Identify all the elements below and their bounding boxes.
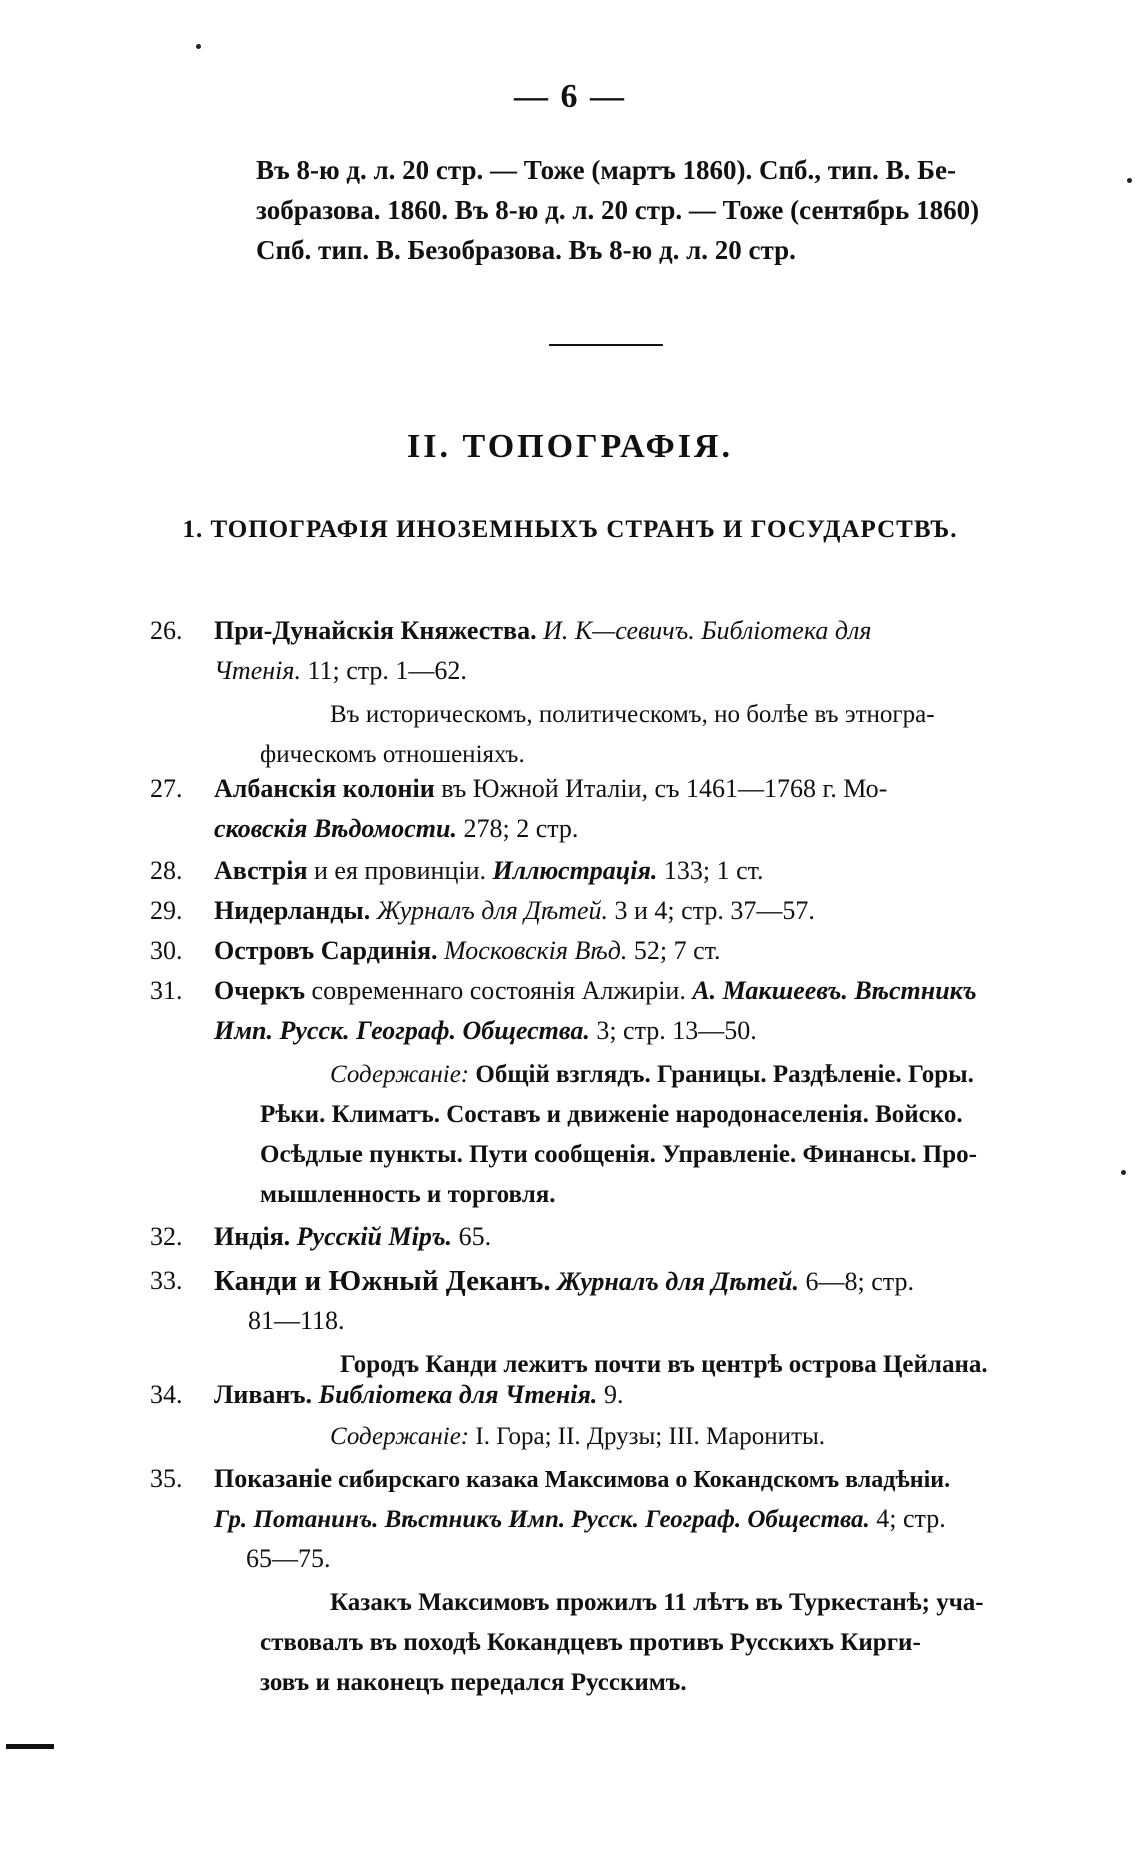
entry-ref: 4; стр.: [869, 1504, 946, 1533]
entry-ref: 52; 7 ст.: [627, 936, 721, 965]
entry-line: [214, 652, 467, 690]
entry-line: [214, 932, 721, 970]
entry-ref: 133; 1 ст.: [657, 856, 764, 885]
entry-line: 81—118.: [248, 1306, 345, 1335]
entry-line: [214, 1460, 950, 1499]
entry-line: [214, 612, 871, 650]
entry-note: зовъ и наконецъ передался Русскимъ.: [260, 1669, 687, 1696]
entry-ref: 9.: [597, 1380, 624, 1409]
entry-title: Австрія: [214, 856, 308, 885]
entry-title: Островъ Сардинія.: [214, 936, 438, 965]
entry-note: мышленность и торговля.: [260, 1181, 556, 1208]
entry-title: При-Дунайскія Княжества.: [214, 616, 537, 645]
separator-rule: [549, 344, 663, 346]
entry-number: 32.: [150, 1222, 183, 1251]
entry-line: [214, 1218, 491, 1256]
entry-line: [214, 1376, 623, 1414]
entry-line: [214, 892, 815, 930]
entry-ref: 6—8; стр.: [799, 1267, 914, 1296]
entry-source: Русскій Міръ.: [290, 1222, 453, 1251]
entry-note: Въ историческомъ, политическомъ, но болѣе въ этногра-: [330, 701, 935, 728]
entry-source: Имп. Русск. Географ. Общества.: [214, 1016, 590, 1045]
entry-number: 26.: [150, 616, 183, 645]
contents-label: Содержаніе:: [330, 1061, 470, 1088]
entry-title: Албанскія колоніи: [214, 774, 435, 803]
entry-number: 29.: [150, 896, 183, 925]
entry-note: Городъ Канди лежитъ почти въ центрѣ острова Цейлана.: [340, 1351, 988, 1378]
section-title: II. ТОПОГРАФІЯ.: [407, 428, 733, 465]
entry-title: Индія.: [214, 1222, 291, 1251]
entry-source: И. К—севичъ. Библіотека для: [536, 616, 872, 645]
entry-number: 33.: [150, 1266, 183, 1295]
entry-title: Ливанъ.: [214, 1380, 313, 1409]
entry-source: Гр. Потанинъ. Вѣстникъ Имп. Русск. Географ. Общества.: [214, 1506, 870, 1533]
entry-line: 65—75.: [246, 1544, 331, 1573]
entry-source: А. Макшеевъ. Вѣстникъ: [692, 976, 977, 1005]
contents-text: Общій взглядъ. Границы. Раздѣленіе. Горы.: [469, 1061, 974, 1088]
entry-line: [214, 770, 887, 808]
entry-note: Осѣдлые пункты. Пути сообщенія. Управленіе. Финансы. Про-: [260, 1141, 977, 1168]
entry-title: Нидерланды.: [214, 896, 371, 925]
contents-label: Содержаніе:: [330, 1423, 470, 1450]
entry-note: [330, 1056, 974, 1094]
contents-text: I. Гора; II. Друзы; III. Марониты.: [469, 1423, 826, 1450]
entry-number: 30.: [150, 936, 183, 965]
entry-source: Журналъ для Дѣтей.: [370, 896, 608, 925]
entry-text: и ея провинціи.: [307, 856, 493, 885]
entry-line: [214, 810, 578, 848]
entry-ref: 65.: [452, 1222, 492, 1251]
entry-number: 31.: [150, 976, 183, 1005]
continuation-text: [256, 150, 1076, 270]
entry-title: Канди и Южный Деканъ.: [214, 1265, 551, 1297]
entry-line: [214, 1012, 757, 1050]
page-number: — 6 —: [514, 78, 626, 115]
entry-note: ствовалъ въ походѣ Кокандцевъ противъ Русскихъ Кирги-: [260, 1629, 921, 1656]
text-line: Спб. тип. В. Безобразова. Въ 8-ю д. л. 20 стр.: [256, 235, 796, 265]
entry-note: фическомъ отношеніяхъ.: [260, 741, 525, 768]
entry-source: Иллюстрація.: [492, 856, 658, 885]
entry-text: въ Южной Италіи, съ 1461—1768 г. Мо-: [434, 774, 888, 803]
print-speck: [196, 44, 201, 49]
entry-note: Рѣки. Климатъ. Составъ и движеніе народонаселенія. Войско.: [260, 1101, 963, 1128]
entry-number: 27.: [150, 774, 183, 803]
entry-number: 35.: [150, 1464, 183, 1493]
entry-ref: 278; 2 стр.: [456, 814, 579, 843]
entry-text: сибирскаго казака Максимова о Кокандскомъ владѣніи.: [332, 1467, 951, 1493]
entry-note: Казакъ Максимовъ прожилъ 11 лѣтъ въ Туркестанѣ; уча-: [330, 1589, 984, 1616]
entry-line: [214, 1500, 946, 1539]
entry-line: [214, 972, 977, 1010]
print-speck: [1127, 178, 1132, 183]
text-line: зобразова. 1860. Въ 8-ю д. л. 20 стр. — Тоже (сентябрь 1860): [256, 195, 980, 225]
entry-source: Журналъ для Дѣтей.: [550, 1267, 799, 1296]
entry-line: [214, 1262, 914, 1301]
entry-note: [330, 1418, 825, 1456]
entry-title: Показаніе: [214, 1464, 333, 1493]
text-line: Въ 8-ю д. л. 20 стр. — Тоже (мартъ 1860). Спб., тип. В. Бе-: [256, 155, 956, 185]
entry-number: 28.: [150, 856, 183, 885]
margin-mark: [6, 1744, 54, 1749]
entry-line: [214, 852, 764, 890]
entry-source: Чтенія.: [214, 656, 301, 685]
entry-source: Библіотека для Чтенія.: [312, 1380, 598, 1409]
entry-source: сковскія Вѣдомости.: [214, 814, 457, 843]
entry-ref: 3; стр. 13—50.: [589, 1016, 757, 1045]
entry-title: Очеркъ: [214, 976, 306, 1005]
entry-text: современнаго состоянія Алжиріи.: [305, 976, 693, 1005]
entry-number: 34.: [150, 1380, 183, 1409]
print-speck: [1121, 1170, 1126, 1175]
entry-ref: 11; стр. 1—62.: [300, 656, 467, 685]
entry-source: Московскія Вѣд.: [437, 936, 628, 965]
subsection-title: 1. ТОПОГРАФІЯ ИНОЗЕМНЫХЪ СТРАНЪ И ГОСУДАРСТВЪ.: [182, 516, 958, 543]
entry-ref: 3 и 4; стр. 37—57.: [607, 896, 815, 925]
